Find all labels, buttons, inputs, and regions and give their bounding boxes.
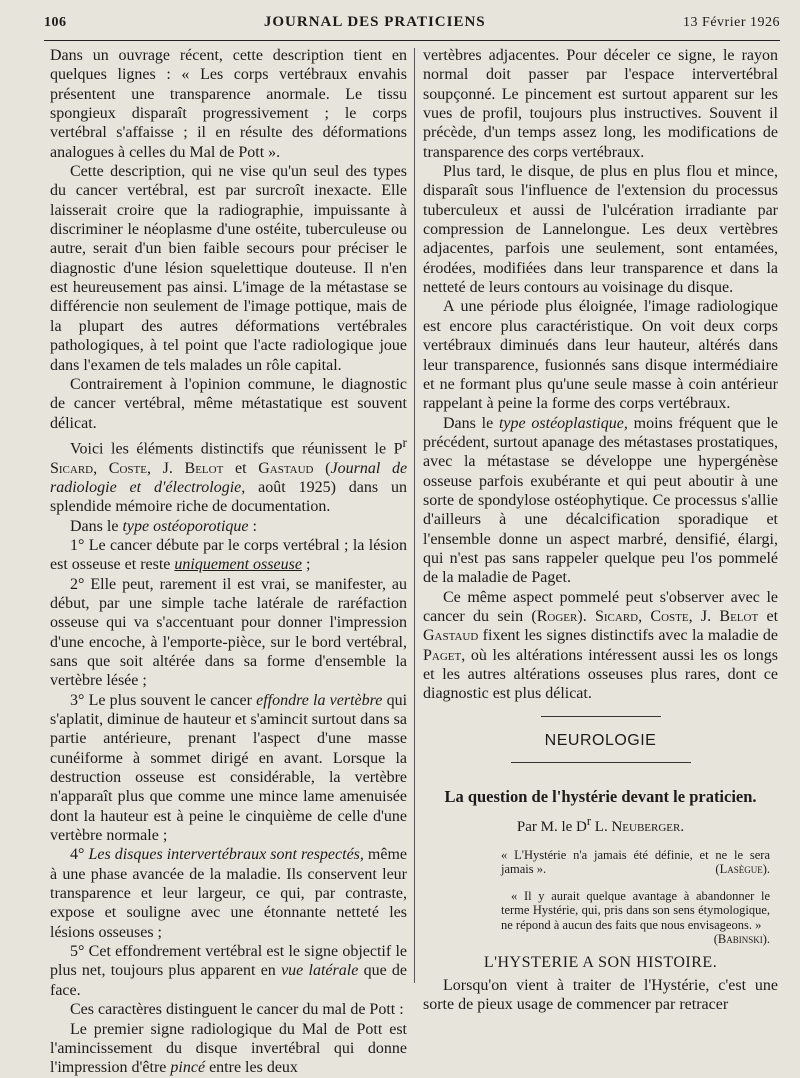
epigraph <box>501 848 770 947</box>
list-item: 4° Les disques intervertébraux sont respectés, même à une phase avancée de la maladie. Ils conservent leur transparence et leur largeur, ce qui, par contraste, expose et souligne avec une étonnante netteté les lésions osseuses ; <box>50 846 408 941</box>
author-name: Sicard <box>50 459 94 477</box>
right-column <box>423 46 778 1015</box>
paragraph: Le premier signe radiologique du Mal de Pott est l'amincissement du disque invertébral qui donne l'impression d'être pincé entre les deux <box>50 1020 407 1077</box>
section-label: NEUROLOGIE <box>544 731 657 749</box>
list-item: 1° Le cancer débute par le corps vertébral ; la lésion est osseuse et reste uniquement osseuse ; <box>50 536 407 574</box>
left-column <box>50 46 407 1078</box>
author-name: Coste <box>108 459 147 477</box>
article-title: La question de l'hystérie devant le praticien. <box>444 787 757 807</box>
list-item: 3° Le plus souvent le cancer effondre la vertèbre qui s'aplatit, diminue de hauteur et s'amincit surtout dans sa partie antérieure, prenant l'aspect d'une masse cunéiforme à sommet dirigé en avant. Lorsque la destruction osseuse est considérable, la vertèbre n'apparaît plus que comme une mince lame amenuisée dont la hauteur est à peine le cinquième de celle d'une vertèbre normale ; <box>50 691 408 845</box>
epigraph-quote: « L'Hystérie n'a jamais été définie, et ne le sera jamais ». (Lasègue). <box>501 847 770 877</box>
list-item: 2° Elle peut, rarement il est vrai, se manifester, au début, par une simple tache latérale de raréfaction osseuse qui va s'accentuant pour donner l'impression d'une encoche, à l'emporte-pièce, sur le bord vertébral, sans que soit altérée dans sa forme d'ensemble la vertèbre lésée ; <box>50 575 407 690</box>
paragraph: Ces caractères distinguent le cancer du mal de Pott : <box>70 1001 404 1019</box>
list-item: 5° Cet effondrement vertébral est le signe objectif le plus net, toujours plus apparent en vue latérale que de face. <box>50 943 408 999</box>
epigraph-quote: « Il y aurait quelque avantage à abandonner le terme Hystérie, qui, pris dans son sens étymologique, ne répond à aucun des faits que nous envisageons. » (Babinski). <box>501 888 770 947</box>
paragraph: Lorsqu'on vient à traiter de l'Hystérie, c'est une sorte de pieux usage de commencer par retracer <box>423 977 778 1014</box>
journal-title: JOURNAL DES PRATICIENS <box>263 14 486 30</box>
paragraph: Dans un ouvrage récent, cette description tient en quelques lignes : « Les corps vertébraux envahis présentent une transparence anormale. Le tissu spongieux disparaît progressivement ; le corps vertébral s'affaisse ; il en résulte des déformations analogues à celles du Mal de Pott ». <box>50 47 407 161</box>
paragraph: Ce même aspect pommelé peut s'observer avec le cancer du sein (Roger). Sicard, Coste, J. Belot et Gastaud fixent les signes distinctifs avec la maladie de Paget, où les altérations intéressent aussi les os longs et les autres altérations osseuses plus rares, dont ce diagnostic est plus délicat. <box>423 588 779 703</box>
paragraph: Dans le type ostéoplastique, moins fréquent que le précédent, surtout apanage des métastases prostatiques, avec la métastase se développe une hypergénèse osseuse parfois exubérante et qui peut aboutir à une sorte de spondylose ostéophytique. Ce processus s'allie d'ailleurs à une décalcification sporadique et l'ensemble donne un aspect marbré, densifié, élargi, qui n'est pas sans rappeler quelque peu l'os pommelé de la maladie de Paget. <box>423 414 779 587</box>
paragraph: vertèbres adjacentes. Pour déceler ce signe, le rayon normal doit passer par l'espace intervertébral soupçonné. Le pincement est surtout apparent sur les vues de profil, toujours plus instructives. Souvent il précède, d'un temps assez long, les modifications de transparence des corps vertébraux. <box>423 47 778 161</box>
paragraph: Cette description, qui ne vise qu'un seul des types du cancer vertébral, est par surcroît inexacte. Elle laisserait croire que la radiographie, impuissante à discriminer le néoplasme d'une ostéite, tuberculeuse ou autre, serait d'un bien faible secours pour préciser le diagnostic d'une lésion squelettique douteuse. Il n'en est heureusement pas ainsi. L'image de la métastase se différencie non seulement de l'image pottique, mais de la plupart des autres déformations vertébrales pathologiques, à tel point que l'acte radiologique joue dans l'examen de tels malades un rôle capital. <box>50 163 407 374</box>
journal-reference: Journal de radiologie et d'électrologie, <box>50 459 408 496</box>
author-name: J. Belot <box>162 459 224 477</box>
section-underline <box>511 762 691 763</box>
epigraph-attribution: (Babinski). <box>713 932 770 947</box>
subsection-heading: L'HYSTERIE A SON HISTOIRE. <box>483 953 718 971</box>
paragraph: Plus tard, le disque, de plus en plus flou et mince, disparaît sous l'influence de l'extension du processus tuberculeux et aussi de l'ulcération irradiante par compression de Lannelongue. Les deux vertèbres adjacentes, parfois une seulement, sont entamées, érodées, modifiées dans leur transparence et dans la netteté de leurs contours au voisinage du disque. <box>423 163 778 297</box>
paragraph: Voici les éléments distinctifs que réunissent le $P^r$ Sicard, Coste, J. Belot et Gastaud (Journal de radiologie et d'électrologie, août 1925) dans un splendide mémoire riche de documentation. <box>50 434 408 516</box>
epigraph-attribution: (Lasègue). <box>715 862 770 877</box>
paragraph: A une période plus éloignée, l'image radiologique est encore plus caractéristique. On voit deux corps vertébraux diminués dans leur hauteur, altérés dans leur transparence, fusionnés sans disque intermédiaire et ne formant plus qu'une seule masse à coin antérieur rappelant à peine la forme des corps vertébraux. <box>423 298 778 413</box>
page-number: 106 <box>44 15 67 30</box>
section-separator <box>541 716 661 717</box>
author-name: Gastaud <box>258 459 314 477</box>
article-author: Par M. le $D^r$ L. Neuberger. <box>516 814 685 836</box>
page-header <box>44 14 780 41</box>
column-divider <box>414 48 415 983</box>
issue-date: 13 Février 1926 <box>683 15 780 30</box>
paragraph: Dans le type ostéoporotique : <box>70 517 257 535</box>
paragraph: Contrairement à l'opinion commune, le diagnostic de cancer vertébral, même métastatique est souvent délicat. <box>50 375 407 432</box>
